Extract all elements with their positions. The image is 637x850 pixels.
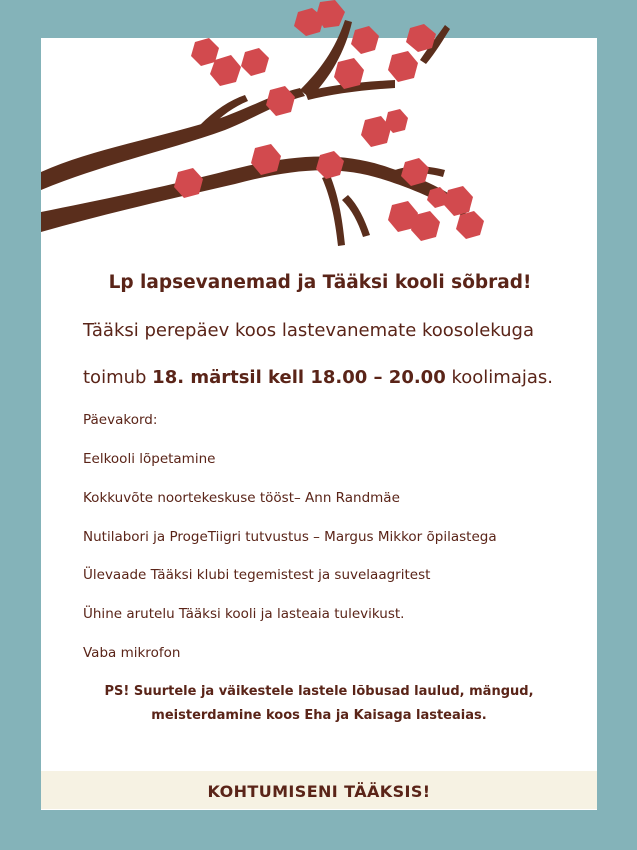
agenda-item: Vaba mikrofon [83, 645, 181, 661]
agenda-item: Kokkuvõte noortekeskuse tööst– Ann Randmäe [83, 490, 400, 506]
ps-line-1: PS! Suurtele ja väikestele lastele lõbusad laulud, mängud, [104, 684, 534, 699]
greeting-heading: Lp lapsevanemad ja Tääksi kooli sõbrad! [108, 272, 532, 293]
agenda-item: Ühine arutelu Tääksi kooli ja lasteaia tulevikust. [83, 606, 405, 622]
blossom-branch-icon [0, 0, 637, 260]
agenda-item: Eelkooli lõpetamine [83, 451, 216, 467]
intro-line-2 [83, 367, 553, 388]
agenda-item: Ülevaade Tääksi klubi tegemistest ja suvelaagritest [83, 567, 431, 583]
intro-line-1: Tääksi perepäev koos lastevanemate koosolekuga [83, 320, 535, 341]
intro-line-2-prefix: toimub [83, 367, 153, 388]
event-date-time: 18. märtsil kell 18.00 – 20.00 [152, 367, 446, 388]
ps-line-2: meisterdamine koos Eha ja Kaisaga lasteaias. [151, 708, 487, 723]
agenda-title: Päevakord: [83, 412, 158, 428]
intro-line-2-suffix: koolimajas. [445, 367, 553, 388]
footer-banner: KOHTUMISENI TÄÄKSIS! [41, 771, 597, 809]
agenda-item: Nutilabori ja ProgeTiigri tutvustus – Margus Mikkor õpilastega [83, 529, 497, 545]
